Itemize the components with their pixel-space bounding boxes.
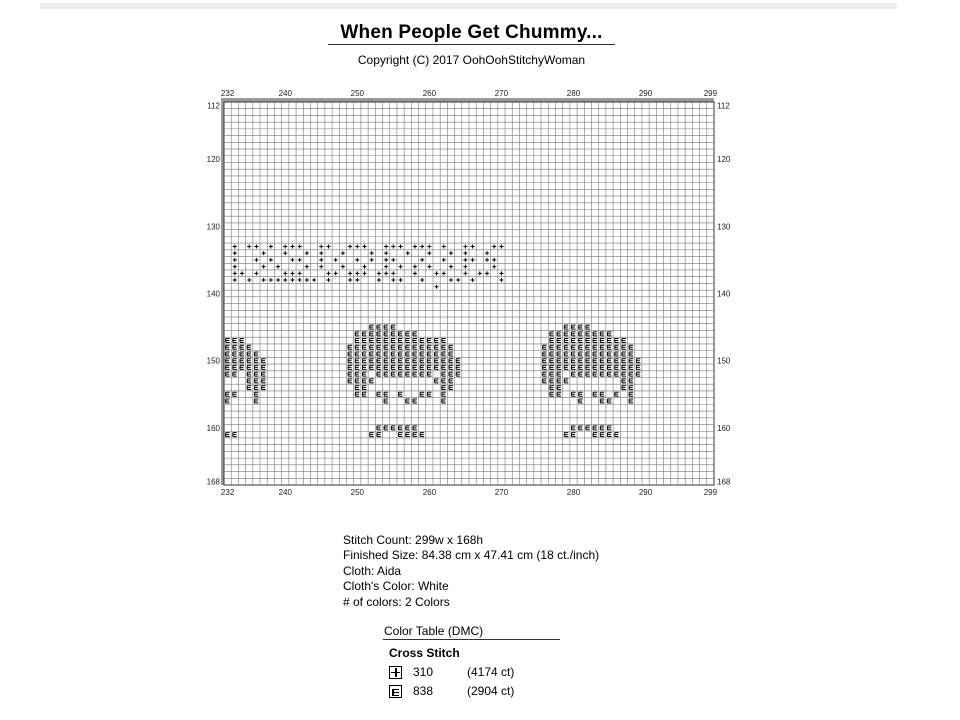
top-column-label: 299 bbox=[703, 89, 718, 98]
top-column-label: 290 bbox=[638, 89, 653, 98]
top-ruler-bar bbox=[221, 98, 714, 102]
top-toolbar-strip bbox=[40, 3, 897, 9]
left-row-label: 130 bbox=[206, 222, 220, 232]
copyright-line: Copyright (C) 2017 OohOohStitchyWoman bbox=[357, 53, 586, 67]
stitch-total: (2904 ct) bbox=[467, 684, 515, 698]
cross-stitch-heading: Cross Stitch bbox=[389, 646, 460, 660]
top-column-label: 270 bbox=[494, 89, 509, 98]
equals-box-icon bbox=[389, 685, 402, 698]
finished-size: Finished Size: 84.38 cm x 47.41 cm (18 ct./inch) bbox=[343, 548, 600, 563]
right-row-label: 150 bbox=[717, 356, 731, 366]
bottom-column-label: 280 bbox=[566, 488, 581, 497]
dmc-code: 310 bbox=[413, 665, 434, 679]
right-row-label: 160 bbox=[717, 423, 731, 433]
cloth-color: Cloth's Color: White bbox=[343, 579, 449, 594]
left-row-label: 112 bbox=[207, 101, 220, 111]
color-table-underline bbox=[383, 639, 560, 640]
top-column-label: 280 bbox=[566, 89, 581, 98]
stitch-chart-grid bbox=[200, 84, 745, 504]
top-column-label: 250 bbox=[350, 89, 364, 98]
bottom-column-label: 240 bbox=[278, 488, 292, 497]
left-row-label: 140 bbox=[206, 289, 220, 299]
title-underline bbox=[328, 44, 615, 45]
dmc-code: 838 bbox=[413, 684, 434, 698]
right-row-label: 112 bbox=[717, 101, 730, 111]
left-row-label: 168 bbox=[206, 477, 220, 487]
top-column-label: 232 bbox=[220, 89, 235, 98]
left-row-label: 160 bbox=[206, 423, 220, 433]
stitch-count: Stitch Count: 299w x 168h bbox=[343, 533, 484, 547]
right-row-label: 120 bbox=[717, 155, 731, 165]
top-column-label: 260 bbox=[422, 89, 437, 98]
color-row-838 bbox=[389, 683, 514, 699]
bottom-column-label: 232 bbox=[220, 488, 235, 497]
stitch-total: (4174 ct) bbox=[467, 665, 515, 679]
bottom-column-label: 250 bbox=[350, 488, 364, 497]
plus-box-icon bbox=[389, 666, 402, 679]
bottom-column-label: 299 bbox=[703, 488, 718, 497]
top-column-label: 240 bbox=[278, 89, 292, 98]
color-row-310 bbox=[389, 664, 514, 680]
left-row-label: 120 bbox=[206, 155, 220, 165]
bottom-column-label: 290 bbox=[638, 488, 653, 497]
pattern-details bbox=[343, 533, 599, 610]
color-table-title: Color Table (DMC) bbox=[384, 624, 484, 638]
right-row-label: 168 bbox=[717, 477, 731, 487]
color-count: # of colors: 2 Colors bbox=[343, 594, 450, 609]
bottom-column-label: 260 bbox=[422, 488, 437, 497]
cloth-type: Cloth: Aida bbox=[343, 563, 402, 578]
bottom-column-label: 270 bbox=[494, 488, 509, 497]
left-row-label: 150 bbox=[206, 356, 220, 366]
right-row-label: 130 bbox=[717, 222, 731, 232]
right-row-label: 140 bbox=[717, 289, 731, 299]
pattern-title: When People Get Chummy... bbox=[340, 22, 603, 43]
